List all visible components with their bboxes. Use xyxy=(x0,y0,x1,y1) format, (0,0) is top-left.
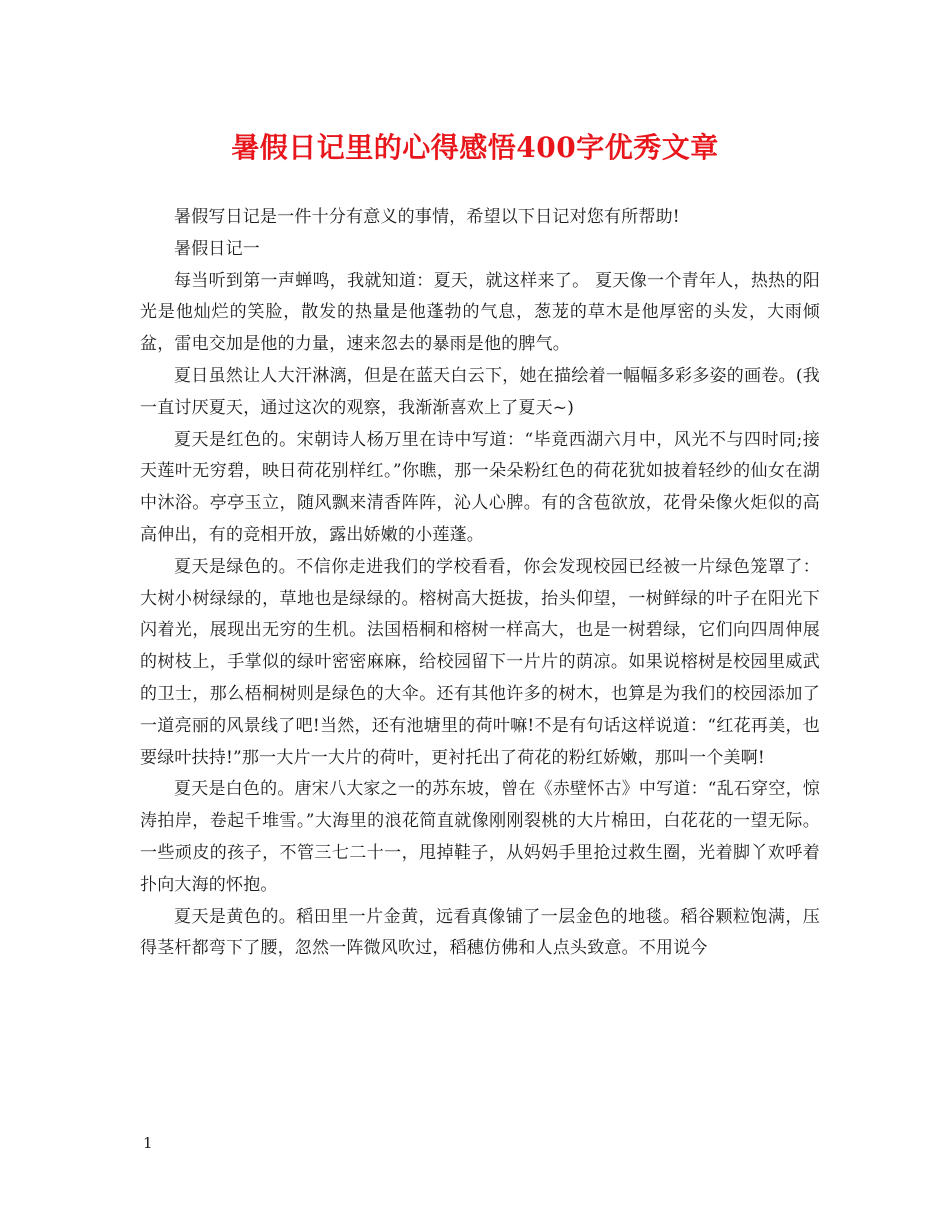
document-title: 暑假日记里的心得感悟400字优秀文章 xyxy=(231,131,719,164)
section-heading: 暑假日记一 xyxy=(174,238,260,259)
page-number: 1 xyxy=(143,1134,153,1152)
document-body xyxy=(140,202,820,965)
paragraph-summer-yellow: 夏天是黄色的。稻田里一片金黄，远看真像铺了一层金色的地毯。稻谷颗粒饱满，压得茎杆都弯下了腰，忽然一阵微风吹过，稻穗仿佛和人点头致意。不用说今 xyxy=(140,906,820,959)
paragraph-intro: 暑假写日记是一件十分有意义的事情，希望以下日记对您有所帮助! xyxy=(174,207,680,227)
paragraph-cicada: 每当听到第一声蝉鸣，我就知道：夏天，就这样来了。 夏天像一个青年人，热热的阳光是他灿烂的笑脸，散发的热量是他蓬勃的气息，葱茏的草木是他厚密的头发，大雨倾盆，雷电交加是他的力量，速来忽去的暴雨是他的脾气。 xyxy=(140,270,820,355)
paragraph-summer-green: 夏天是绿色的。不信你走进我们的学校看看，你会发现校园已经被一片绿色笼罩了：大树小树绿绿的，草地也是绿绿的。榕树高大挺拔，抬头仰望，一树鲜绿的叶子在阳光下闪着光，展现出无穷的生机。法国梧桐和榕树一样高大，也是一树碧绿，它们向四周伸展的树枝上，手掌似的绿叶密密麻麻，给校园留下一片片的荫凉。如果说榕树是校园里威武的卫士，那么梧桐树则是绿色的大伞。还有其他许多的树木，也算是为我们的校园添加了一道亮丽的风景线了吧!当然，还有池塘里的荷叶嘛!不是有句话这样说道：“红花再美，也要绿叶扶持!”那一大片一大片的荷叶，更衬托出了荷花的粉红娇嫩，那叫一个美啊! xyxy=(140,556,820,768)
paragraph-summer-red: 夏天是红色的。宋朝诗人杨万里在诗中写道：“毕竟西湖六月中，风光不与四时同;接天莲叶无穷碧，映日荷花别样红。”你瞧，那一朵朵粉红色的荷花犹如披着轻纱的仙女在湖中沐浴。亭亭玉立，随风飘来清香阵阵，沁人心脾。有的含苞欲放，花骨朵像火炬似的高高伸出，有的竞相开放，露出娇嫩的小莲蓬。 xyxy=(140,429,820,545)
paragraph-summer-scroll: 夏日虽然让人大汗淋漓，但是在蓝天白云下，她在描绘着一幅幅多彩多姿的画卷。(我一直讨厌夏天，通过这次的观察，我渐渐喜欢上了夏天~) xyxy=(140,365,820,418)
paragraph-summer-white: 夏天是白色的。唐宋八大家之一的苏东坡，曾在《赤壁怀古》中写道：“乱石穿空，惊涛拍岸，卷起千堆雪。”大海里的浪花简直就像刚刚裂桃的大片棉田，白花花的一望无际。一些顽皮的孩子，不管三七二十一，甩掉鞋子，从妈妈手里抢过救生圈，光着脚丫欢呼着扑向大海的怀抱。 xyxy=(140,779,820,895)
